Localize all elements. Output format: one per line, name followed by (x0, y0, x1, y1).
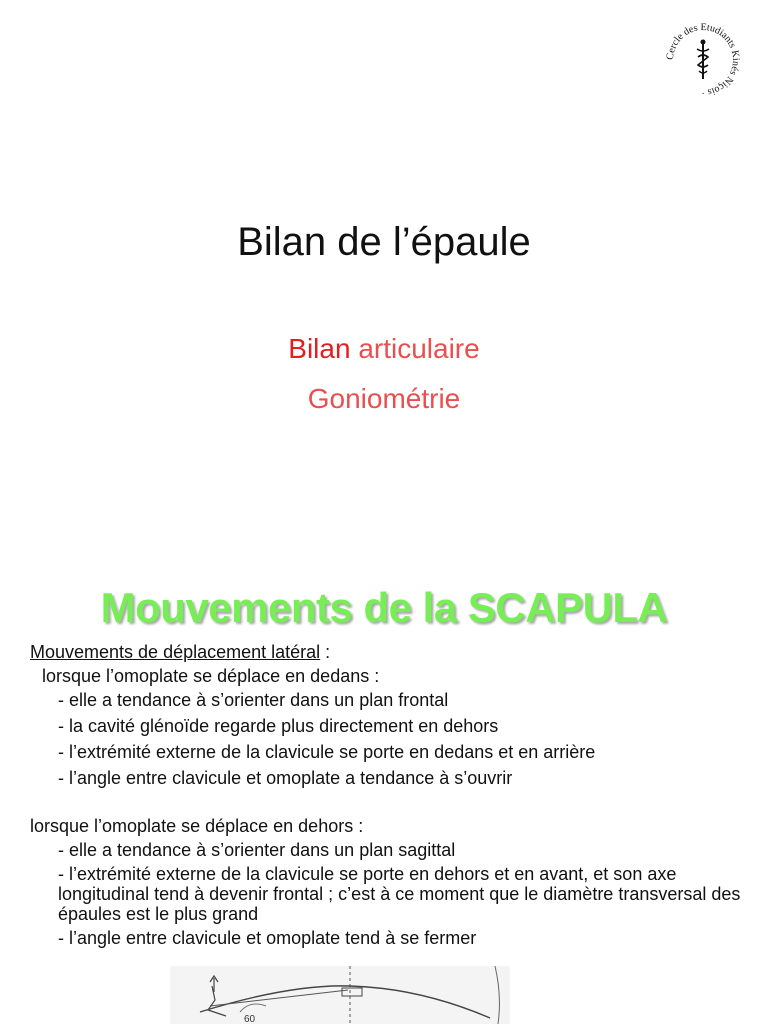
block1-lead-text: lorsque l’omoplate se déplace en dedans : (42, 666, 380, 686)
block1-item: - l’extrémité externe de la clavicule se porte en dedans et en arrière (58, 742, 596, 762)
block1-item: - l’angle entre clavicule et omoplate a tendance à s’ouvrir (58, 768, 513, 788)
block2-lead (30, 814, 750, 838)
association-logo (658, 15, 748, 105)
block2-item: - l’extrémité externe de la clavicule se porte en dehors et en avant, et son axe longitudinal tend à devenir frontal ; c’est à ce moment que le diamètre transversal des épaules est le plus grand (58, 864, 741, 924)
subtitle-word-articulaire: articulaire (350, 333, 480, 364)
block1-item: - la cavité glénoïde regarde plus directement en dehors (58, 716, 499, 736)
section-heading (30, 640, 750, 664)
section-heading-text: Mouvements de déplacement latéral (30, 642, 321, 662)
section-heading-suffix: : (320, 642, 331, 662)
page-title: Bilan de l’épaule (237, 220, 531, 264)
subtitle-line-1 (0, 333, 768, 365)
block2-lead-text: lorsque l’omoplate se déplace en dehors : (30, 816, 364, 836)
section-title: Mouvements de la SCAPULA (100, 584, 668, 631)
subtitle-word-bilan: Bilan (288, 333, 351, 364)
block2-item: - elle a tendance à s’orienter dans un plan sagittal (58, 840, 456, 860)
angle-label: 60 (244, 1014, 256, 1024)
section-content (30, 640, 750, 952)
subtitle-line-2: Goniométrie (307, 383, 461, 414)
block2-item: - l’angle entre clavicule et omoplate tend à se fermer (58, 928, 477, 948)
scapula-diagram (170, 966, 510, 1024)
block1-item: - elle a tendance à s’orienter dans un plan frontal (58, 690, 449, 710)
svg-text:Cercle des Etudiants Kinés Niç: Cercle des Etudiants Kinés Niçois · (664, 21, 742, 99)
spacer (30, 792, 750, 814)
block1-lead (42, 664, 750, 688)
